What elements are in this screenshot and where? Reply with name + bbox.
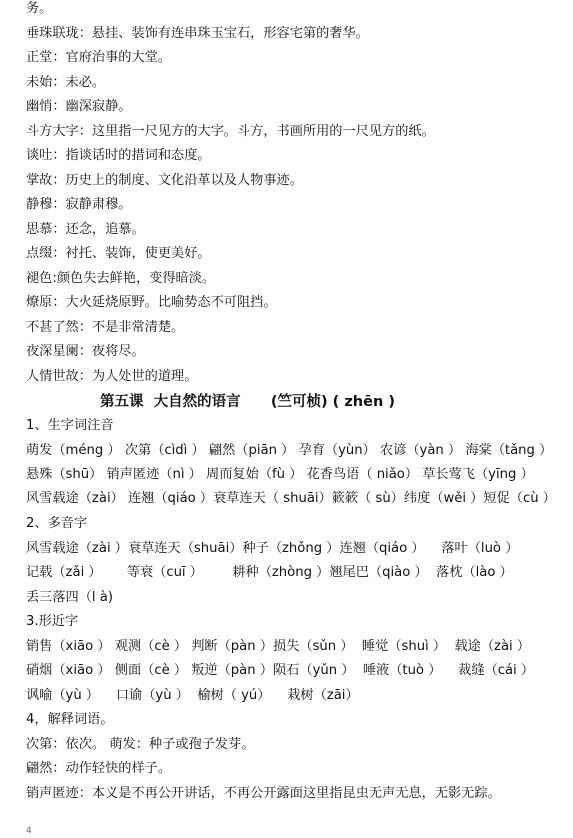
vocab-line: 萌发（méng ） 次第（cìdì ） 翩然（piān ） 孕育（yùn） 农谚（yàn ） 海棠（tǎng ） (26, 443, 553, 458)
polyphone-line: 风雪载途（zài ）衰草连天（shuāi）种子（zhǒng ）连翘（qiáo ） 落叶（luò ） (26, 541, 519, 556)
similar-char-line: 硝烟（xiāo ） 侧面（cè ） 叛逆（pàn ）陨石（yǔn ） 唾液（tuò ） 裁缝（cái ） (26, 663, 535, 678)
similar-char-line: 销售（xiāo ） 观测（cè ） 判断（pàn ）损失（sǔn ） 睡觉（shuì ） 载途（zài ） (26, 639, 531, 654)
vocab-line: 风雪载途（zài） 连翘（qiáo ）衰草连天（ shuāi）簌簌（ sù）纬度（wěi ）短促（cù ） (26, 491, 556, 506)
definition-line: 夜深星阑：夜将尽。 (26, 344, 145, 359)
definition-line: 斗方大字：这里指一尺见方的大字。斗方，书画所用的一尺见方的纸。 (26, 124, 435, 139)
explanation-line: 翩然：动作轻快的样子。 (26, 761, 172, 776)
vocab-line: 悬殊（shū） 销声匿迹（nì ） 周而复始（fù ） 花香鸟语（ niǎo） 草长莺飞（yīng ） (26, 467, 534, 482)
lesson-title: 第五课 大自然的语言 (竺可桢) ( zhēn ) (100, 394, 395, 410)
definition-line: 静穆：寂静肃穆。 (26, 197, 132, 212)
definition-line: 不甚了然：不是非常清楚。 (26, 320, 185, 335)
definition-line: 掌故：历史上的制度、文化沿革以及人物事迹。 (26, 173, 303, 188)
definition-line: 人情世故：为人处世的道理。 (26, 369, 198, 384)
definition-line: 幽悄：幽深寂静。 (26, 99, 132, 114)
section-heading: 3.形近字 (26, 614, 79, 629)
definition-line: 思慕：还念，追慕。 (26, 222, 145, 237)
definition-line: 务。 (26, 1, 53, 16)
definition-line: 垂珠联珑：悬挂、装饰有连串珠玉宝石，形容宅第的奢华。 (26, 26, 369, 41)
definition-line: 燎原：大火延烧原野。比喻势态不可阻挡。 (26, 295, 277, 310)
section-heading: 2、多音字 (26, 516, 88, 531)
definition-line: 正堂：官府治事的大堂。 (26, 50, 172, 65)
polyphone-line: 丢三落四（l à) (26, 590, 114, 605)
definition-line: 谈吐：指谈话时的措词和态度。 (26, 148, 211, 163)
page-marker: 4 (26, 826, 32, 836)
explanation-line: 次第：依次。 萌发：种子或孢子发芽。 (26, 737, 255, 752)
polyphone-line: 记载（zǎi ） 等衰（cuī ） 耕种（zhòng ）翘尾巴（qiào ） 落枕（lào ） (26, 565, 513, 580)
explanation-line: 销声匿迹：本义是不再公开讲话，不再公开露面这里指昆虫无声无息，无影无踪。 (26, 786, 501, 801)
definition-line: 褪色:颜色失去鲜艳，变得暗淡。 (26, 271, 216, 286)
similar-char-line: 讽喻（yù ） 口谕（yù ） 榆树（ yú） 栽树（zāi） (26, 688, 359, 703)
section-heading: 1、生字词注音 (26, 418, 114, 433)
definition-line: 点缀：衬托、装饰，使更美好。 (26, 246, 211, 261)
section-heading: 4，解释词语。 (26, 712, 114, 727)
definition-line: 未始：未必。 (26, 75, 106, 90)
